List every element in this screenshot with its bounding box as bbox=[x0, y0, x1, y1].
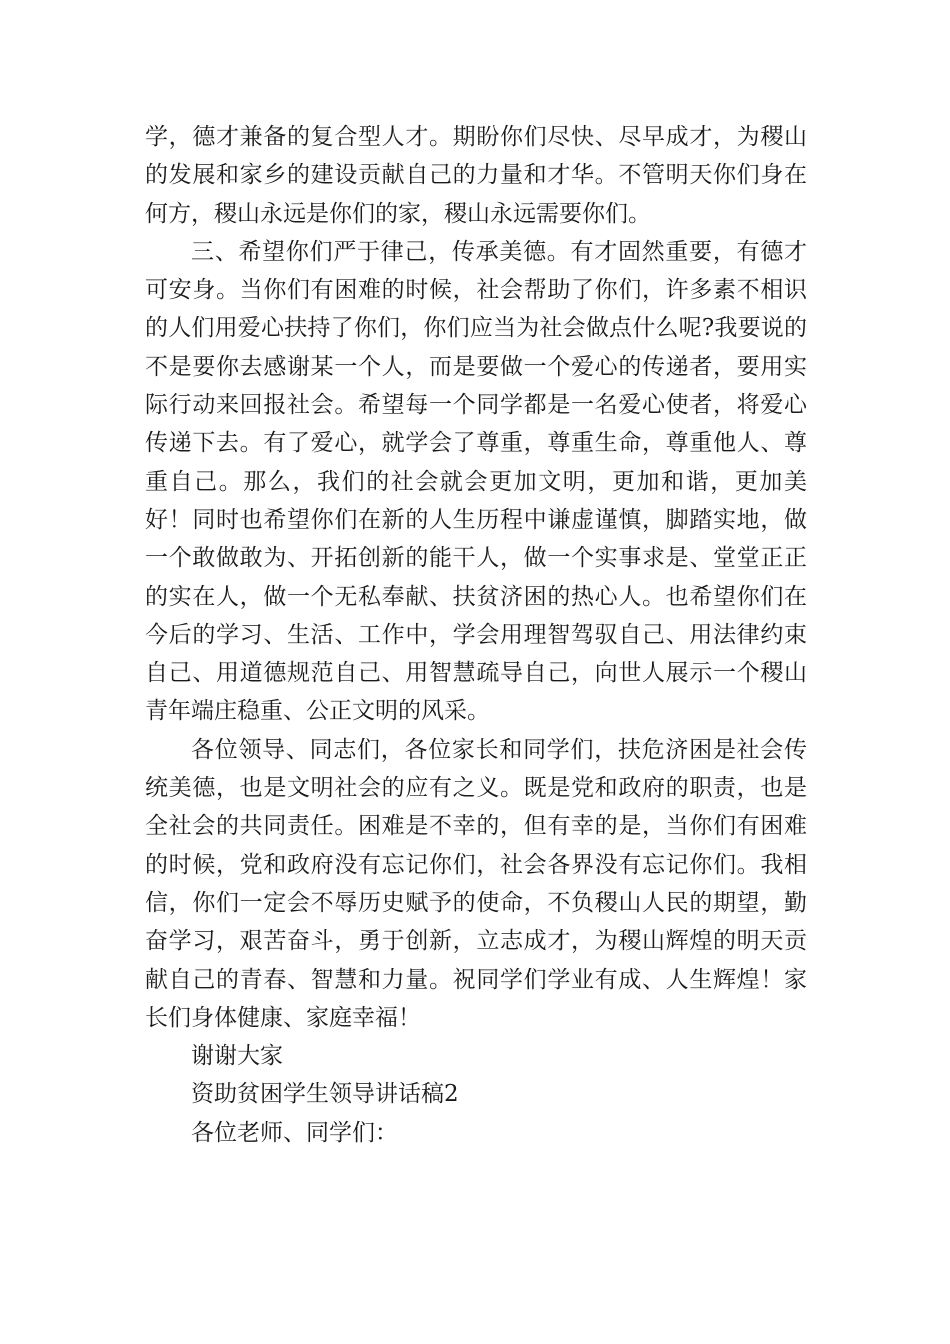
thanks-line: 谢谢大家 bbox=[191, 1043, 283, 1070]
document-page bbox=[145, 118, 807, 1152]
next-speech-title: 资助贫困学生领导讲话稿2 bbox=[191, 1081, 459, 1108]
paragraph-continued: 学，德才兼备的复合型人才。期盼你们尽快、尽早成才，为稷山的发展和家乡的建设贡献自己的力量和才华。不管明天你们身在何方，稷山永远是你们的家，稷山永远需要你们。 bbox=[145, 124, 807, 227]
paragraph-closing: 各位领导、同志们，各位家长和同学们，扶危济困是社会传统美德，也是文明社会的应有之义。既是党和政府的职责，也是全社会的共同责任。困难是不幸的，但有幸的是，当你们有困难的时候，党和政府没有忘记你们，社会各界没有忘记你们。我相信，你们一定会不辱历史赋予的使命，不负稷山人民的期望，勤奋学习，艰苦奋斗，勇于创新，立志成才，为稷山辉煌的明天贡献自己的青春、智慧和力量。祝同学们学业有成、人生辉煌！家长们身体健康、家庭幸福！ bbox=[145, 736, 807, 1031]
greeting-line: 各位老师、同学们： bbox=[191, 1119, 398, 1146]
paragraph-virtue: 三、希望你们严于律己，传承美德。有才固然重要，有德才可安身。当你们有困难的时候，社会帮助了你们，许多素不相识的人们用爱心扶持了你们，你们应当为社会做点什么呢?我要说的不是要你去感谢某一个人，而是要做一个爱心的传递者，要用实际行动来回报社会。希望每一个同学都是一名爱心使者，将爱心传递下去。有了爱心，就学会了尊重，尊重生命，尊重他人、尊重自己。那么，我们的社会就会更加文明，更加和谐，更加美好！同时也希望你们在新的人生历程中谦虚谨慎，脚踏实地，做一个敢做敢为、开拓创新的能干人，做一个实事求是、堂堂正正的实在人，做一个无私奉献、扶贫济困的热心人。也希望你们在今后的学习、生活、工作中，学会用理智驾驭自己、用法律约束自己、用道德规范自己、用智慧疏导自己，向世人展示一个稷山青年端庄稳重、公正文明的风采。 bbox=[145, 238, 807, 725]
